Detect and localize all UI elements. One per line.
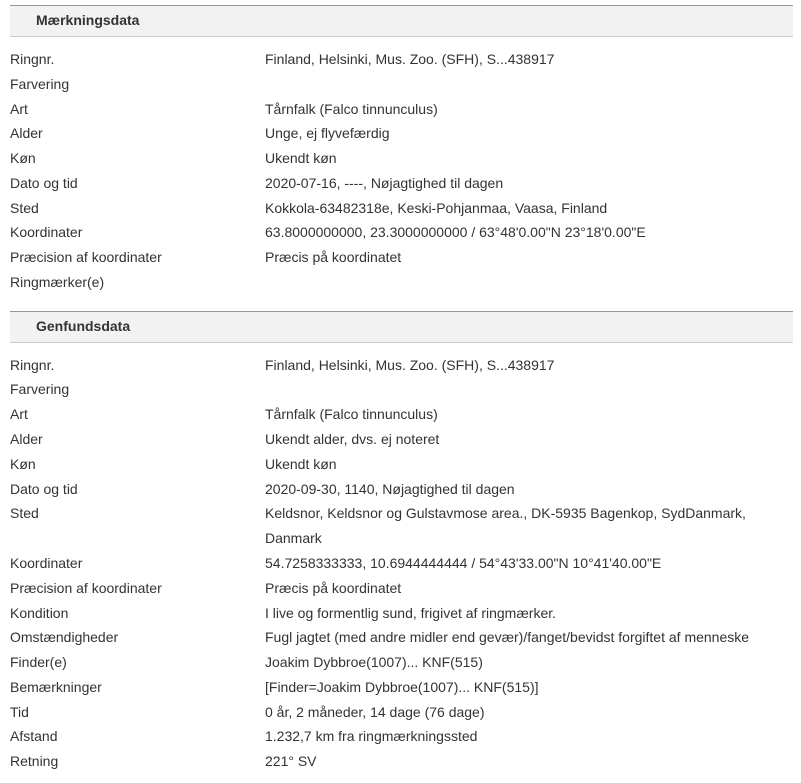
field-label: Koordinater bbox=[10, 555, 83, 571]
field-label: Retning bbox=[10, 753, 59, 769]
field-value: 2020-07-16, ----, Nøjagtighed til dagen bbox=[265, 175, 504, 191]
field-label: Præcision af koordinater bbox=[10, 249, 162, 265]
field-value: Ukendt køn bbox=[265, 150, 337, 166]
field-label: Alder bbox=[10, 431, 43, 447]
field-label: Afstand bbox=[10, 728, 58, 744]
field-value: Unge, ej flyvefærdig bbox=[265, 125, 390, 141]
field-label: Finder(e) bbox=[10, 654, 67, 670]
field-label: Omstændigheder bbox=[10, 629, 119, 645]
field-value: 1.232,7 km fra ringmærkningssted bbox=[265, 728, 478, 744]
field-label: Ringnr. bbox=[10, 51, 55, 67]
field-label: Ringnr. bbox=[10, 357, 55, 373]
field-value: Ukendt alder, dvs. ej noteret bbox=[265, 431, 440, 447]
field-value: Finland, Helsinki, Mus. Zoo. (SFH), S...438917 bbox=[265, 51, 555, 67]
field-label: Præcision af koordinater bbox=[10, 580, 162, 596]
field-value: Tårnfalk (Falco tinnunculus) bbox=[265, 101, 438, 117]
field-value: Præcis på koordinatet bbox=[265, 580, 402, 596]
field-value: 0 år, 2 måneder, 14 dage (76 dage) bbox=[265, 704, 485, 720]
field-label: Kondition bbox=[10, 605, 69, 621]
field-label: Dato og tid bbox=[10, 481, 78, 497]
field-label: Farvering bbox=[10, 381, 70, 397]
field-value: 54.7258333333, 10.6944444444 / 54°43'33.00"N 10°41'40.00"E bbox=[265, 555, 662, 571]
field-value: Kokkola-63482318e, Keski-Pohjanmaa, Vaasa, Finland bbox=[265, 200, 608, 216]
field-label: Køn bbox=[10, 150, 36, 166]
field-value: Tårnfalk (Falco tinnunculus) bbox=[265, 406, 438, 422]
field-value: I live og formentlig sund, frigivet af ringmærker. bbox=[265, 605, 557, 621]
field-label: Alder bbox=[10, 125, 43, 141]
field-label: Sted bbox=[10, 505, 39, 521]
field-label: Tid bbox=[10, 704, 29, 720]
field-value: Joakim Dybbroe(1007)... KNF(515) bbox=[265, 654, 483, 670]
field-label: Koordinater bbox=[10, 224, 83, 240]
section-header-recovery: Genfundsdata bbox=[10, 311, 793, 343]
field-value: 221° SV bbox=[265, 753, 317, 769]
field-value: Præcis på koordinatet bbox=[265, 249, 402, 265]
field-label: Køn bbox=[10, 456, 36, 472]
field-label: Ringmærker(e) bbox=[10, 274, 105, 290]
field-value: Keldsnor, Keldsnor og Gulstavmose area., DK-5935 Bagenkop, SydDanmark, Danmark bbox=[265, 505, 746, 546]
field-value: 63.8000000000, 23.3000000000 / 63°48'0.00"N 23°18'0.00"E bbox=[265, 224, 646, 240]
field-value: Ukendt køn bbox=[265, 456, 337, 472]
section-header-marking: Mærkningsdata bbox=[10, 5, 793, 37]
field-label: Sted bbox=[10, 200, 39, 216]
field-value: 2020-09-30, 1140, Nøjagtighed til dagen bbox=[265, 481, 515, 497]
field-value: Finland, Helsinki, Mus. Zoo. (SFH), S...438917 bbox=[265, 357, 555, 373]
field-value: Fugl jagtet (med andre midler end gevær)/fanget/bevidst forgiftet af menneske bbox=[265, 629, 750, 645]
field-label: Art bbox=[10, 406, 28, 422]
field-label: Art bbox=[10, 101, 28, 117]
field-label: Dato og tid bbox=[10, 175, 78, 191]
field-label: Bemærkninger bbox=[10, 679, 102, 695]
field-value: [Finder=Joakim Dybbroe(1007)... KNF(515)] bbox=[265, 679, 539, 695]
field-label: Farvering bbox=[10, 76, 70, 92]
